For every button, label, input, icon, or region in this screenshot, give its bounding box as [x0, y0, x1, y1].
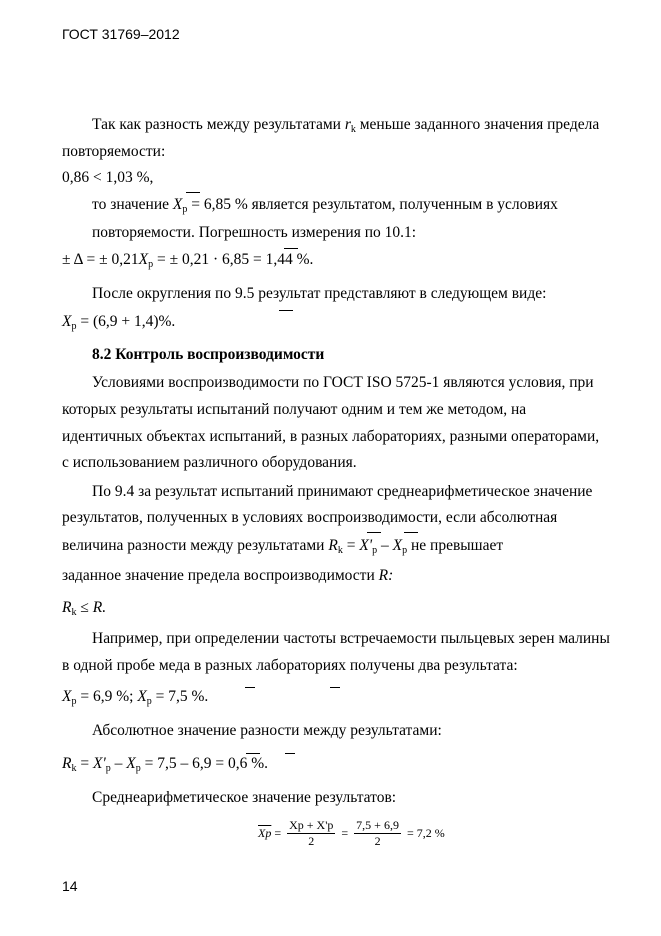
paragraph-line: с использованием различного оборудования. — [62, 454, 357, 471]
paragraph-line: По 9.4 за результат испытаний принимают среднеарифметическое значение — [92, 483, 593, 500]
overbar — [404, 532, 418, 533]
overbar — [246, 753, 260, 754]
paragraph-line: в одной пробе меда в разных лабораториях получены два результата: — [62, 657, 518, 674]
paragraph-line: Условиями воспроизводимости по ГОСТ ISO 5725-1 являются условия, при — [92, 374, 594, 391]
mean-formula — [258, 818, 445, 849]
formula-equals: = — [341, 826, 349, 840]
page-number: 14 — [62, 878, 78, 894]
fraction-numerator: 7,5 + 6,9 — [356, 818, 399, 832]
formula-line: ± Δ = ± $0,21X_р$ = ± 0,21 · 6,85 = 1,44 %. — [62, 251, 314, 270]
formula-equals: = — [274, 826, 282, 840]
overbar — [367, 532, 381, 533]
formula-lhs: Xр — [258, 826, 272, 840]
overbar — [245, 687, 255, 688]
paragraph-line: После округления по 9.5 результат представляют в следующем виде: — [92, 285, 547, 302]
overbar — [186, 192, 200, 193]
fraction — [287, 818, 335, 849]
fraction — [354, 818, 401, 849]
paragraph-line: Например, при определении частоты встречаемости пыльцевых зерен малины — [92, 630, 610, 647]
paragraph-line: Абсолютное значение разности между результатами: — [92, 722, 442, 739]
paragraph-line: повторяемости: — [62, 143, 166, 160]
overbar — [330, 687, 340, 688]
paragraph-line: то значение $X_р = 6,85$ % является результатом, полученным в условиях — [92, 196, 558, 215]
fraction-denominator: 2 — [308, 834, 315, 848]
fraction-numerator: Xр + X'р — [289, 818, 334, 832]
paragraph-line: которых результаты испытаний получают одним и тем же методом, на — [62, 401, 527, 418]
overbar — [284, 248, 298, 249]
paragraph-line: Среднеарифметическое значение результатов: — [92, 789, 397, 806]
overbar — [279, 310, 293, 311]
paragraph-line: повторяемости. Погрешность измерения по 10.1: — [92, 224, 417, 241]
overbar — [285, 753, 295, 754]
paragraph-line: заданное значение предела воспроизводимости R: — [62, 567, 394, 584]
formula-result: = 7,2 % — [406, 826, 445, 840]
fraction-denominator: 2 — [374, 834, 381, 848]
formula-line: $X_р = 6,9$ %; $X_р = 7,5$ %. — [62, 688, 209, 707]
paragraph-line: результатов, полученных в условиях воспроизводимости, если абсолютная — [62, 509, 558, 526]
paragraph-line: идентичных объектах испытаний, в разных лабораториях, разными операторами, — [62, 428, 600, 445]
page-header: ГОСТ 31769–2012 — [62, 26, 180, 42]
inequality: 0,86 < 1,03 %, — [62, 169, 154, 186]
section-heading: 8.2 Контроль воспроизводимости — [92, 346, 325, 363]
paragraph-line: Так как разность между результатами $r_k$ меньше заданного значения предела — [92, 116, 600, 135]
formula-line: $X_р = (6,9 + 1,4)\%$. — [62, 313, 176, 332]
paragraph-line: величина разности между результатами $R_k = X'_р - X_р$ не превышает — [62, 537, 504, 556]
inequality: $R_k \le R$. — [62, 599, 107, 618]
formula-line: $R_k = X'_р - X_р = 7,5 - 6,9 = 0,6$ %. — [62, 755, 269, 774]
